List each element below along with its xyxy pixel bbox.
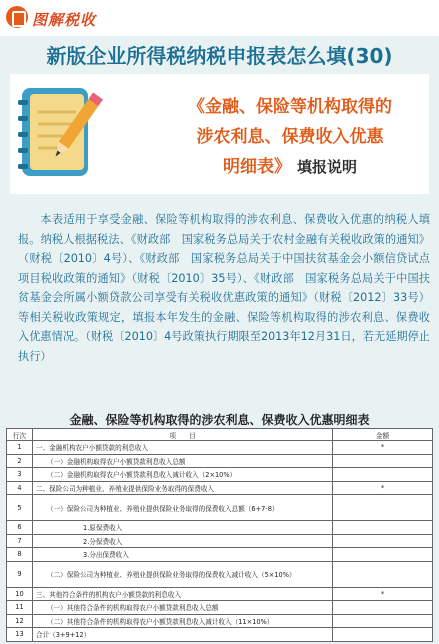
row-amount[interactable]	[333, 454, 433, 468]
row-number: 8	[7, 548, 33, 562]
table-row	[7, 468, 433, 482]
row-amount[interactable]: *	[333, 481, 433, 495]
row-number: 13	[7, 628, 33, 642]
banner-title	[150, 92, 430, 182]
row-amount[interactable]	[333, 548, 433, 562]
row-number: 9	[7, 561, 33, 587]
logo-text: 图解税收	[32, 11, 97, 29]
banner-line-3	[150, 152, 430, 182]
table-title: 金融、保险等机构取得的涉农利息、保费收入优惠明细表	[69, 413, 370, 427]
row-number: 11	[7, 601, 33, 615]
row-item: 二、保险公司为种植业、养殖业提供保险业务取得的保费收入	[33, 481, 333, 495]
row-item: 2.分保费收入	[33, 534, 333, 548]
row-number: 2	[7, 454, 33, 468]
row-item: （一）其他符合条件的机构取得农户小额贷款利息收入总额	[33, 601, 333, 615]
table-row	[7, 481, 433, 495]
notebook-pencil-icon	[18, 82, 114, 182]
row-item: 合计（3+9+12）	[33, 628, 333, 642]
row-number: 3	[7, 468, 33, 482]
row-item: （二）金融机构取得农户小额贷款利息收入减计收入（2×10%）	[33, 468, 333, 482]
detail-table	[6, 428, 433, 642]
row-amount[interactable]	[333, 628, 433, 642]
header-row-number: 行次	[7, 429, 33, 441]
table-body	[7, 441, 433, 642]
row-number: 5	[7, 495, 33, 521]
page-title: 新版企业所得税纳税申报表怎么填(30)	[46, 44, 393, 68]
table-row	[7, 441, 433, 455]
logo-bar	[0, 0, 439, 36]
tax-logo-icon	[6, 6, 28, 28]
row-amount[interactable]: *	[333, 587, 433, 601]
table-row	[7, 601, 433, 615]
row-amount[interactable]	[333, 521, 433, 535]
table-header-row	[7, 429, 433, 441]
row-amount[interactable]	[333, 495, 433, 521]
row-number: 10	[7, 587, 33, 601]
table-row	[7, 454, 433, 468]
row-item: 3.分出保费收入	[33, 548, 333, 562]
banner-line-1: 《金融、保险等机构取得的	[188, 97, 392, 117]
table-row	[7, 561, 433, 587]
table-row	[7, 495, 433, 521]
banner-line-3-title: 明细表》	[223, 157, 292, 177]
row-item: （一）保险公司为种植业、养殖业提供保险业务取得的保费收入总额（6+7-8）	[33, 495, 333, 521]
row-amount[interactable]	[333, 468, 433, 482]
table-row	[7, 614, 433, 628]
banner-line-2: 涉农利息、保费收入优惠	[196, 127, 384, 147]
row-item: 一、金融机构农户小额贷款的利息收入	[33, 441, 333, 455]
row-number: 6	[7, 521, 33, 535]
row-amount[interactable]	[333, 534, 433, 548]
row-amount[interactable]	[333, 614, 433, 628]
row-item: （一）金融机构取得农户小额贷款利息收入总额	[33, 454, 333, 468]
banner-line-3-suffix: 填报说明	[296, 158, 357, 176]
table-row	[7, 587, 433, 601]
row-number: 7	[7, 534, 33, 548]
header-item: 项 目	[33, 429, 333, 441]
table-row	[7, 548, 433, 562]
row-number: 12	[7, 614, 33, 628]
row-item: 1.原保费收入	[33, 521, 333, 535]
intro-paragraph: 本表适用于享受金融、保险等机构取得的涉农利息、保费收入优惠的纳税人填报。纳税人根据税法、《财政部 国家税务总局关于农村金融有关税收政策的通知》（财税〔2010〕4号）、《财政部 国家税务总局关于中国扶贫基金会小额信贷试点项目税收政策的通知》（财税〔2010〕35号）、《财政部 国家税务总局关于中国扶贫基金会所属小额贷款公司享受有关税收优惠政策的通知》（财税〔2012〕33号）等相关税收政策规定，填报本年发生的金融、保险等机构取得的涉农利息、保费收入优惠情况。（财税〔2010〕4号政策执行期限至2013年12月31日，若无延期停止执行）	[18, 213, 430, 363]
row-item: 三、其他符合条件的机构农户小额贷款的利息收入	[33, 587, 333, 601]
table-row	[7, 628, 433, 642]
table-row	[7, 521, 433, 535]
header-amount: 金额	[333, 429, 433, 441]
row-number: 4	[7, 481, 33, 495]
row-amount[interactable]	[333, 561, 433, 587]
table-row	[7, 534, 433, 548]
row-amount[interactable]: *	[333, 441, 433, 455]
row-item: （二）保险公司为种植业、养殖业提供保险业务取得的保费收入减计收入（5×10%）	[33, 561, 333, 587]
row-item: （二）其他符合条件的机构取得农户小额贷款利息收入减计收入（11×10%）	[33, 614, 333, 628]
row-amount[interactable]	[333, 601, 433, 615]
row-number: 1	[7, 441, 33, 455]
